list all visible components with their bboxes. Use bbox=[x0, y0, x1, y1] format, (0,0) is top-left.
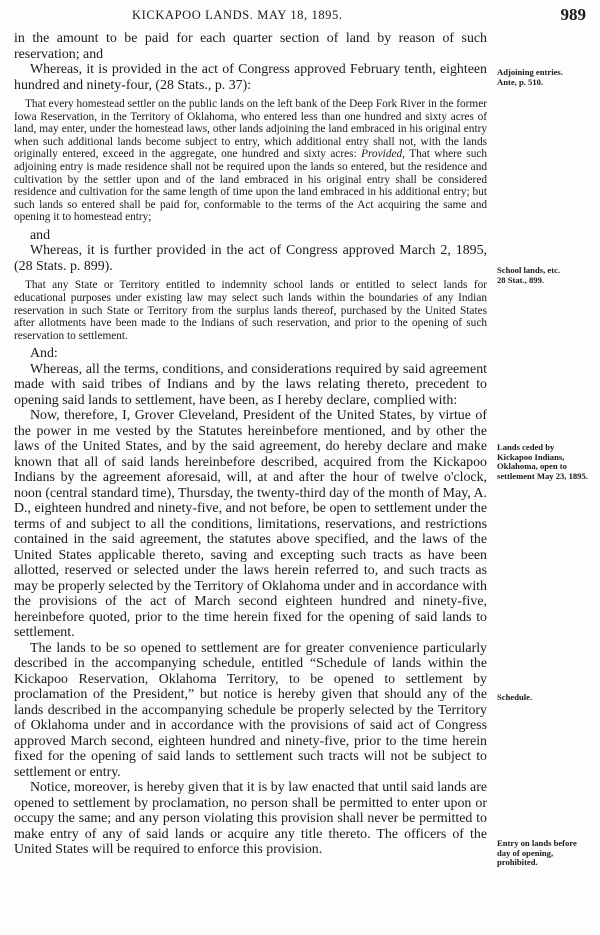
paragraph-notice: Notice, moreover, is hereby given that it is by law enacted that until said lands are opened to settlement by proclamation, no person shall be permitted to enter upon or occupy the same; and any person violating this provision shall never be permitted to make entry of any of said lands or acquire any title thereto. The officers of the United States will be required to enforce this provision. bbox=[14, 780, 487, 858]
margin-note-schedule: Schedule. bbox=[497, 692, 533, 702]
quoted-act-1894-part1: That every homestead settler on the public lands on the left bank of the Deep Fork River in the former Iowa Reservation, in the Territory of Oklahoma, who entered less than one hundred and sixty acres of land, may enter, under the homestead laws, other lands adjoining the land embraced in his original entry when such additional lands become subject to entry, which additional entry shall not, with the lands originally entered, exceed in the aggregate, one hundred and sixty acres: bbox=[14, 98, 487, 161]
paragraph-and-colon: And: bbox=[30, 346, 58, 362]
document-body bbox=[14, 31, 487, 858]
paragraph-schedule: The lands to be so opened to settlement are for greater convenience particularly described in the accompanying schedule, entitled “Schedule of lands within the Kickapoo Reservation, Oklahoma Territory, to be opened to settlement by proclamation of the President,” but notice is hereby given that should any of the lands described in the accompanying schedule be properly selected by the Territory of Oklahoma under and in accordance with the provisions of said act of Congress approved March second, eighteen hundred and ninety-five, prior to the time herein fixed for the opening of said lands to settlement such tracts will not be subject to settlement or entry. bbox=[14, 640, 487, 780]
quoted-act-1895: That any State or Territory entitled to indemnity school lands or entitled to select lands for educational purposes under existing law may select such lands within the boundaries of any Indian reservation in such State or Territory from the surplus lands thereof, purchased by the United States after allotments have been made to the Indians of such reservation, and prior to the opening of such reservation to settlement. bbox=[14, 279, 487, 342]
proviso-italic: Provided, bbox=[361, 148, 405, 161]
paragraph-whereas-3: Whereas, all the terms, conditions, and considerations required by said agreement made with said tribes of Indians and by the laws relating thereto, precedent to opening said lands to settlement, have been, as I hereby declare, complied with: bbox=[14, 361, 487, 408]
quoted-act-1894 bbox=[14, 98, 487, 224]
page-header bbox=[0, 7, 600, 27]
page-number: 989 bbox=[560, 5, 586, 24]
margin-note-lands-ceded: Lands ceded by Kickapoo Indians, Oklahoma, open to settlement May 23, 1895. bbox=[497, 442, 588, 481]
quoted-act-1894-part2: That where such adjoining entry is made residence shall not be required upon the lands so entered, but the residence and cultivation by the settler upon and of the land embraced in his original entry shall be considered residence and cultivation for the same length of time upon the land embraced in his additional entry; but such lands so entered shall be paid for, conformable to the terms of the Act acquiring the same and opening it to homestead entry; bbox=[14, 148, 488, 224]
paragraph-whereas-1: Whereas, it is provided in the act of Congress approved February tenth, eighteen hundred and ninety-four, (28 Stats., p. 37): bbox=[14, 62, 487, 93]
margin-note-adjoining-entries-ref: Ante, p. 510. bbox=[497, 76, 544, 87]
margin-note-adjoining-entries bbox=[497, 68, 589, 87]
paragraph-continuation: in the amount to be paid for each quarter section of land by reason of such reservation; and bbox=[14, 31, 487, 62]
paragraph-and: and bbox=[30, 227, 51, 243]
margin-note-school-lands bbox=[497, 266, 589, 285]
margin-note-school-lands-title: School lands, etc. bbox=[497, 265, 561, 275]
paragraph-whereas-2: Whereas, it is further provided in the act of Congress approved March 2, 1895, (28 Stats. p. 899). bbox=[14, 243, 487, 274]
running-head: KICKAPOO LANDS. MAY 18, 1895. bbox=[132, 8, 343, 22]
paragraph-proclamation: Now, therefore, I, Grover Cleveland, President of the United States, by virtue of the power in me vested by the Statutes hereinbefore mentioned, and by other the laws of the United States, and by the said agreement, do hereby declare and make known that all of said lands hereinbefore described, acquired from the Kickapoo Indians by the agreement aforesaid, will, at and after the hour of twelve o'clock, noon (central standard time), Thursday, the twenty-third day of the month of May, A. D., eighteen hundred and ninety-five, and not before, be open to settlement under the terms of and subject to all the conditions, limitations, reservations, and restrictions contained in the said agreement, the statutes above specified, and the laws of the United States applicable thereto, saving and excepting such tracts as have been allotted, reserved or selected under the laws herein referred to, and such tracts as may be properly selected by the Territory of Oklahoma under and in accordance with the provisions of the act of March second eighteen hundred and ninety-five, hereinbefore quoted, prior to the time herein fixed for the opening of said lands to settlement. bbox=[14, 408, 487, 641]
margin-note-school-lands-ref: 28 Stat., 899. bbox=[497, 274, 545, 285]
margin-note-entry-prohibited: Entry on lands before day of opening, prohibited. bbox=[497, 838, 577, 868]
margin-note-adjoining-entries-title: Adjoining entries. bbox=[497, 67, 563, 77]
